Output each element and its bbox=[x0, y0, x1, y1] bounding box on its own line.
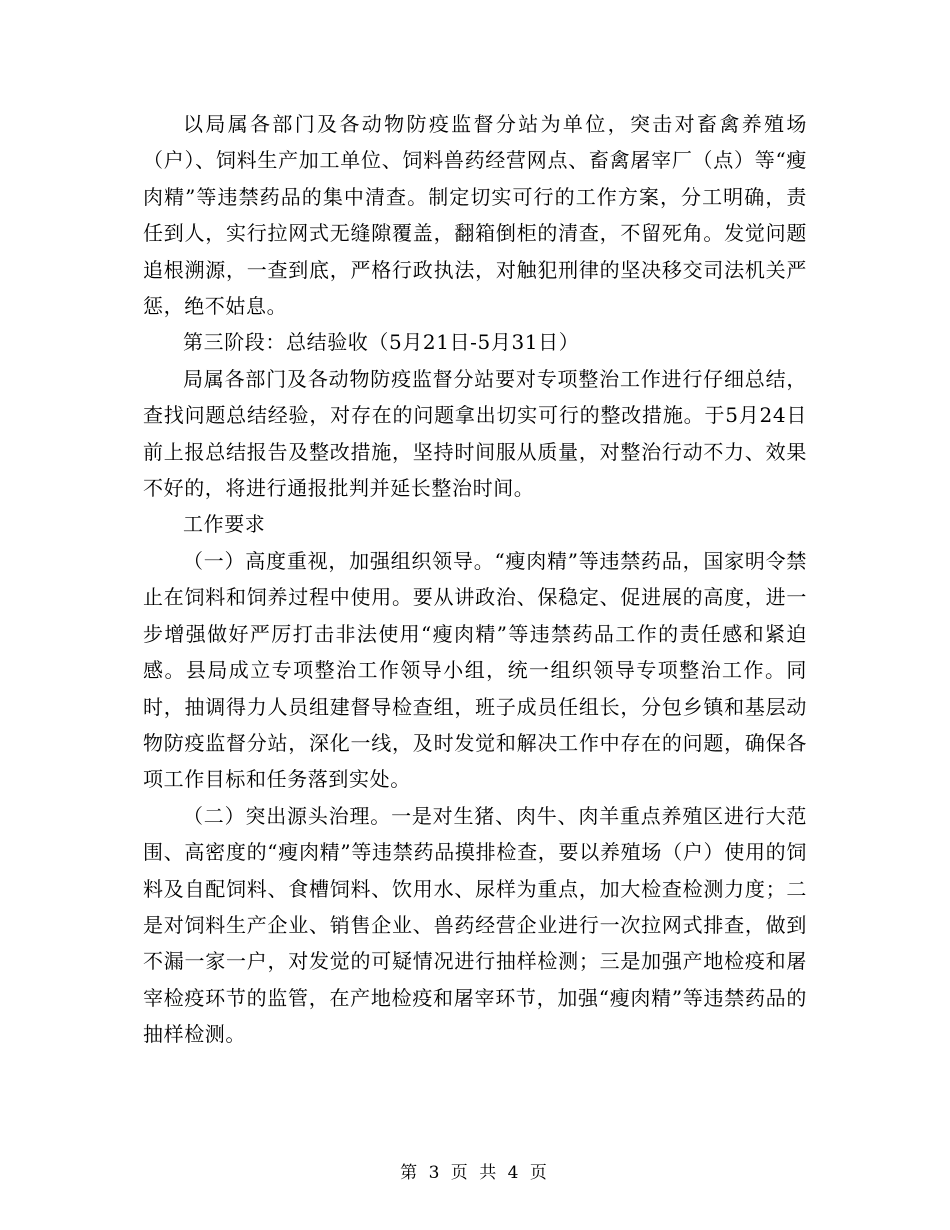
paragraph-work-requirements-heading: 工作要求 bbox=[183, 512, 266, 537]
document-body bbox=[143, 106, 807, 1053]
paragraph-stage-three-heading: 第三阶段：总结验收（5月21日-5月31日） bbox=[183, 330, 580, 355]
page-footer: 第 3 页 共 4 页 bbox=[400, 1163, 550, 1183]
paragraph-summary-acceptance: 局属各部门及各动物防疫监督分站要对专项整治工作进行仔细总结，查找问题总结经验，对存在的问题拿出切实可行的整改措施。于5月24日前上报总结报告及整改措施，坚持时间服从质量，对整治行动不力、效果不好的，将进行通报批判并延长整治时间。 bbox=[143, 366, 807, 501]
paragraph-requirement-one: （一）高度重视，加强组织领导。“瘦肉精”等违禁药品，国家明令禁止在饲料和饲养过程中使用。要从讲政治、保稳定、促进展的高度，进一步增强做好严厉打击非法使用“瘦肉精”等违禁药品工作的责任感和紧迫感。县局成立专项整治工作领导小组，统一组织领导专项整治工作。同时，抽调得力人员组建督导检查组，班子成员任组长，分包乡镇和基层动物防疫监督分站，深化一线，及时发觉和解决工作中存在的问题，确保各项工作目标和任务落到实处。 bbox=[143, 548, 807, 792]
paragraph-requirement-two: （二）突出源头治理。一是对生猪、肉牛、肉羊重点养殖区进行大范围、高密度的“瘦肉精”等违禁药品摸排检查，要以养殖场（户）使用的饲料及自配饲料、食槽饲料、饮用水、尿样为重点，加大检查检测力度；二是对饲料生产企业、销售企业、兽药经营企业进行一次拉网式排查，做到不漏一家一户，对发觉的可疑情况进行抽样检测；三是加强产地检疫和屠宰检疫环节的监管，在产地检疫和屠宰环节，加强“瘦肉精”等违禁药品的抽样检测。 bbox=[143, 803, 807, 1047]
paragraph-inspection: 以局属各部门及各动物防疫监督分站为单位，突击对畜禽养殖场（户）、饲料生产加工单位、饲料兽药经营网点、畜禽屠宰厂（点）等“瘦肉精”等违禁药品的集中清查。制定切实可行的工作方案，分工明确，责任到人，实行拉网式无缝隙覆盖，翻箱倒柜的清查，不留死角。发觉问题追根溯源，一查到底，严格行政执法，对触犯刑律的坚决移交司法机关严惩，绝不姑息。 bbox=[143, 112, 807, 319]
